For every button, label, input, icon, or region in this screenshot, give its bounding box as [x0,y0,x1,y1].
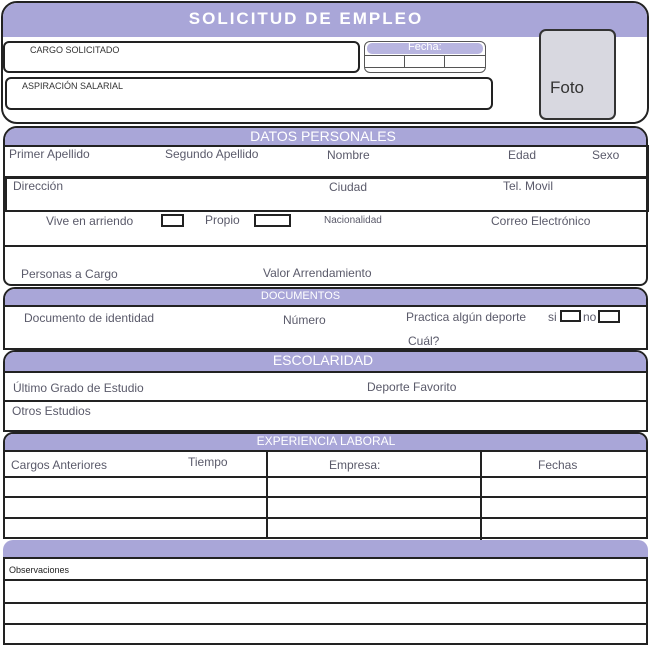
otros-estudios-label: Otros Estudios [12,404,91,418]
ciudad-label: Ciudad [329,180,368,194]
propio-checkbox[interactable] [254,214,291,227]
datos-heading: DATOS PERSONALES [250,128,396,144]
foto-label: Foto [550,78,585,97]
ultimo-grado-label: Último Grado de Estudio [13,381,144,395]
table-row[interactable] [5,496,646,498]
documentos-heading: DOCUMENTOS [260,290,341,302]
tel-movil-label: Tel. Movil [503,179,554,193]
form-title: SOLICITUD DE EMPLEO [188,9,424,28]
direccion-label: Dirección [13,179,64,193]
foto-box[interactable] [539,29,616,120]
cual-label: Cuál? [408,334,440,348]
cargo-label: CARGO SOLICITADO [30,45,120,55]
observaciones-label: Observaciones [9,565,70,575]
escolaridad-row-line [5,400,646,402]
row-divider-personas [5,245,646,247]
tiempo-label: Tiempo [188,455,228,469]
correo-label: Correo Electrónico [491,214,591,228]
edad-label: Edad [508,148,537,162]
table-row[interactable] [5,517,646,519]
no-label: no [583,310,597,324]
propio-label: Propio [205,213,240,227]
no-checkbox[interactable] [598,310,620,323]
observaciones-frame[interactable] [3,557,648,645]
table-row[interactable] [5,476,646,478]
experiencia-heading: EXPERIENCIA LABORAL [256,434,396,448]
cargos-anteriores-label: Cargos Anteriores [11,458,108,472]
fecha-divider-1 [404,55,405,68]
nacionalidad-label: Nacionalidad [324,215,382,226]
personas-label: Personas a Cargo [21,267,118,281]
sexo-label: Sexo [592,148,620,162]
vive-label: Vive en arriendo [46,214,134,228]
escolaridad-band-line [5,371,646,373]
observaciones-line[interactable] [5,579,646,581]
primer-apellido-label: Primer Apellido [9,147,90,161]
nombre-label: Nombre [327,148,370,162]
arriendo-checkbox[interactable] [161,214,184,227]
row-nombres[interactable] [3,145,649,178]
valor-label: Valor Arrendamiento [263,266,372,280]
documentos-band-line [5,305,646,307]
observaciones-line[interactable] [5,623,646,625]
fechas-label: Fechas [538,458,578,472]
segundo-apellido-label: Segundo Apellido [165,147,259,161]
doc-identidad-label: Documento de identidad [24,311,155,325]
fecha-cells [365,55,485,68]
observaciones-band [3,540,648,558]
deporte-favorito-label: Deporte Favorito [367,380,457,394]
col-divider-1 [266,451,268,539]
aspiracion-label: ASPIRACIÓN SALARIAL [22,81,124,91]
si-checkbox[interactable] [560,310,581,322]
observaciones-line[interactable] [5,602,646,604]
escolaridad-heading: ESCOLARIDAD [272,352,374,368]
si-label: si [548,310,557,324]
fecha-label: Fecha: [408,41,442,53]
experiencia-band-line [5,450,646,452]
fecha-divider-2 [444,55,445,68]
empresa-label: Empresa: [329,458,381,472]
numero-label: Número [283,313,326,327]
deporte-question: Practica algún deporte [406,310,527,324]
